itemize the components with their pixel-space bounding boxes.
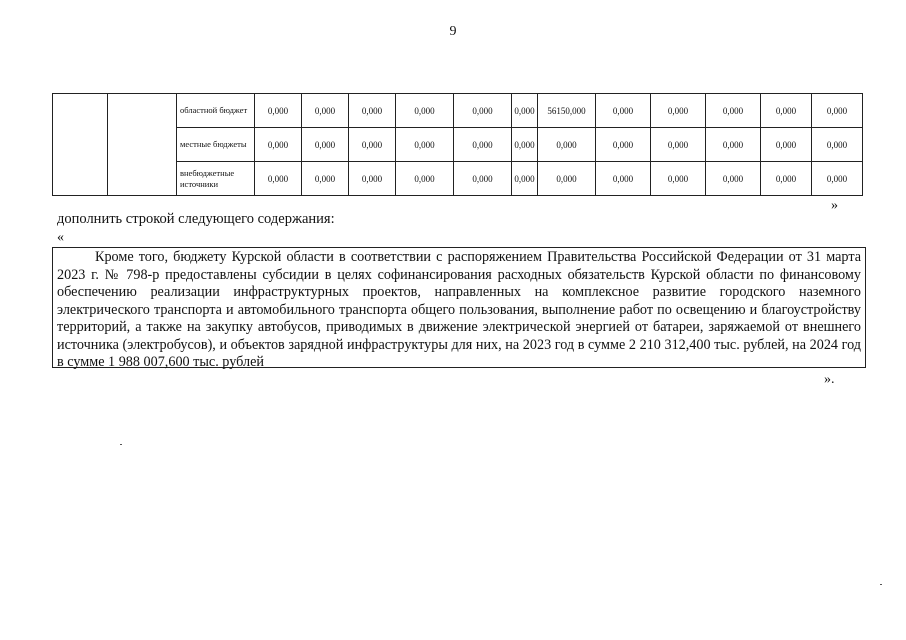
scan-speck <box>880 584 882 585</box>
value-cell: 0,000 <box>454 128 512 162</box>
row-label: местные бюджеты <box>177 128 255 162</box>
value-cell: 0,000 <box>396 162 454 196</box>
value-cell: 0,000 <box>454 162 512 196</box>
inserted-text-box <box>52 247 866 368</box>
empty-cell <box>53 94 108 196</box>
value-cell: 0,000 <box>302 162 349 196</box>
value-cell: 0,000 <box>651 94 706 128</box>
value-cell: 0,000 <box>302 128 349 162</box>
final-closing-quote: ». <box>824 372 835 387</box>
value-cell: 0,000 <box>706 128 761 162</box>
value-cell: 0,000 <box>761 128 812 162</box>
budget-table <box>52 93 863 196</box>
value-cell: 0,000 <box>512 94 538 128</box>
value-cell: 0,000 <box>512 162 538 196</box>
value-cell: 0,000 <box>302 94 349 128</box>
value-cell: 0,000 <box>538 162 596 196</box>
closing-quote: » <box>831 198 838 213</box>
value-cell: 0,000 <box>651 128 706 162</box>
value-cell: 0,000 <box>761 94 812 128</box>
opening-quote: « <box>57 230 64 245</box>
inserted-paragraph: Кроме того, бюджету Курской области в соответствии с распоряжением Правительства Российской Федерации от 31 марта 2023 г. № 798-р предоставлены субсидии в целях софинансирования расходных обязательств Курской области по финансовому обеспечению реализации инфраструктурных проектов, направленных на комплексное развитие городского наземного электрического транспорта и автомобильного транспорта общего пользования, выполнение работ по освещению и благоустройству территорий, а также на закупку автобусов, приводимых в движение электрической энергией от батареи, заряжаемой от внешнего источника (электробусов), и объектов зарядной инфраструктуры для них, на 2023 год в сумме 2 210 312,400 тыс. рублей, на 2024 год в сумме 1 988 007,600 тыс. рублей <box>57 249 861 370</box>
value-cell: 0,000 <box>349 94 396 128</box>
value-cell: 0,000 <box>512 128 538 162</box>
intro-text: дополнить строкой следующего содержания: <box>57 211 335 227</box>
value-cell: 0,000 <box>706 94 761 128</box>
value-cell: 0,000 <box>538 128 596 162</box>
value-cell: 0,000 <box>255 162 302 196</box>
value-cell: 56150,000 <box>538 94 596 128</box>
value-cell: 0,000 <box>454 94 512 128</box>
value-cell: 0,000 <box>812 128 863 162</box>
table-row <box>53 94 863 128</box>
value-cell: 0,000 <box>596 94 651 128</box>
value-cell: 0,000 <box>349 128 396 162</box>
value-cell: 0,000 <box>596 162 651 196</box>
value-cell: 0,000 <box>396 128 454 162</box>
value-cell: 0,000 <box>812 162 863 196</box>
value-cell: 0,000 <box>255 128 302 162</box>
value-cell: 0,000 <box>596 128 651 162</box>
row-label: внебюджетные источники <box>177 162 255 196</box>
scan-speck <box>120 444 122 445</box>
value-cell: 0,000 <box>396 94 454 128</box>
page-number: 9 <box>449 24 457 39</box>
value-cell: 0,000 <box>706 162 761 196</box>
value-cell: 0,000 <box>651 162 706 196</box>
value-cell: 0,000 <box>812 94 863 128</box>
row-label: областной бюджет <box>177 94 255 128</box>
empty-cell <box>108 94 177 196</box>
value-cell: 0,000 <box>349 162 396 196</box>
value-cell: 0,000 <box>255 94 302 128</box>
value-cell: 0,000 <box>761 162 812 196</box>
